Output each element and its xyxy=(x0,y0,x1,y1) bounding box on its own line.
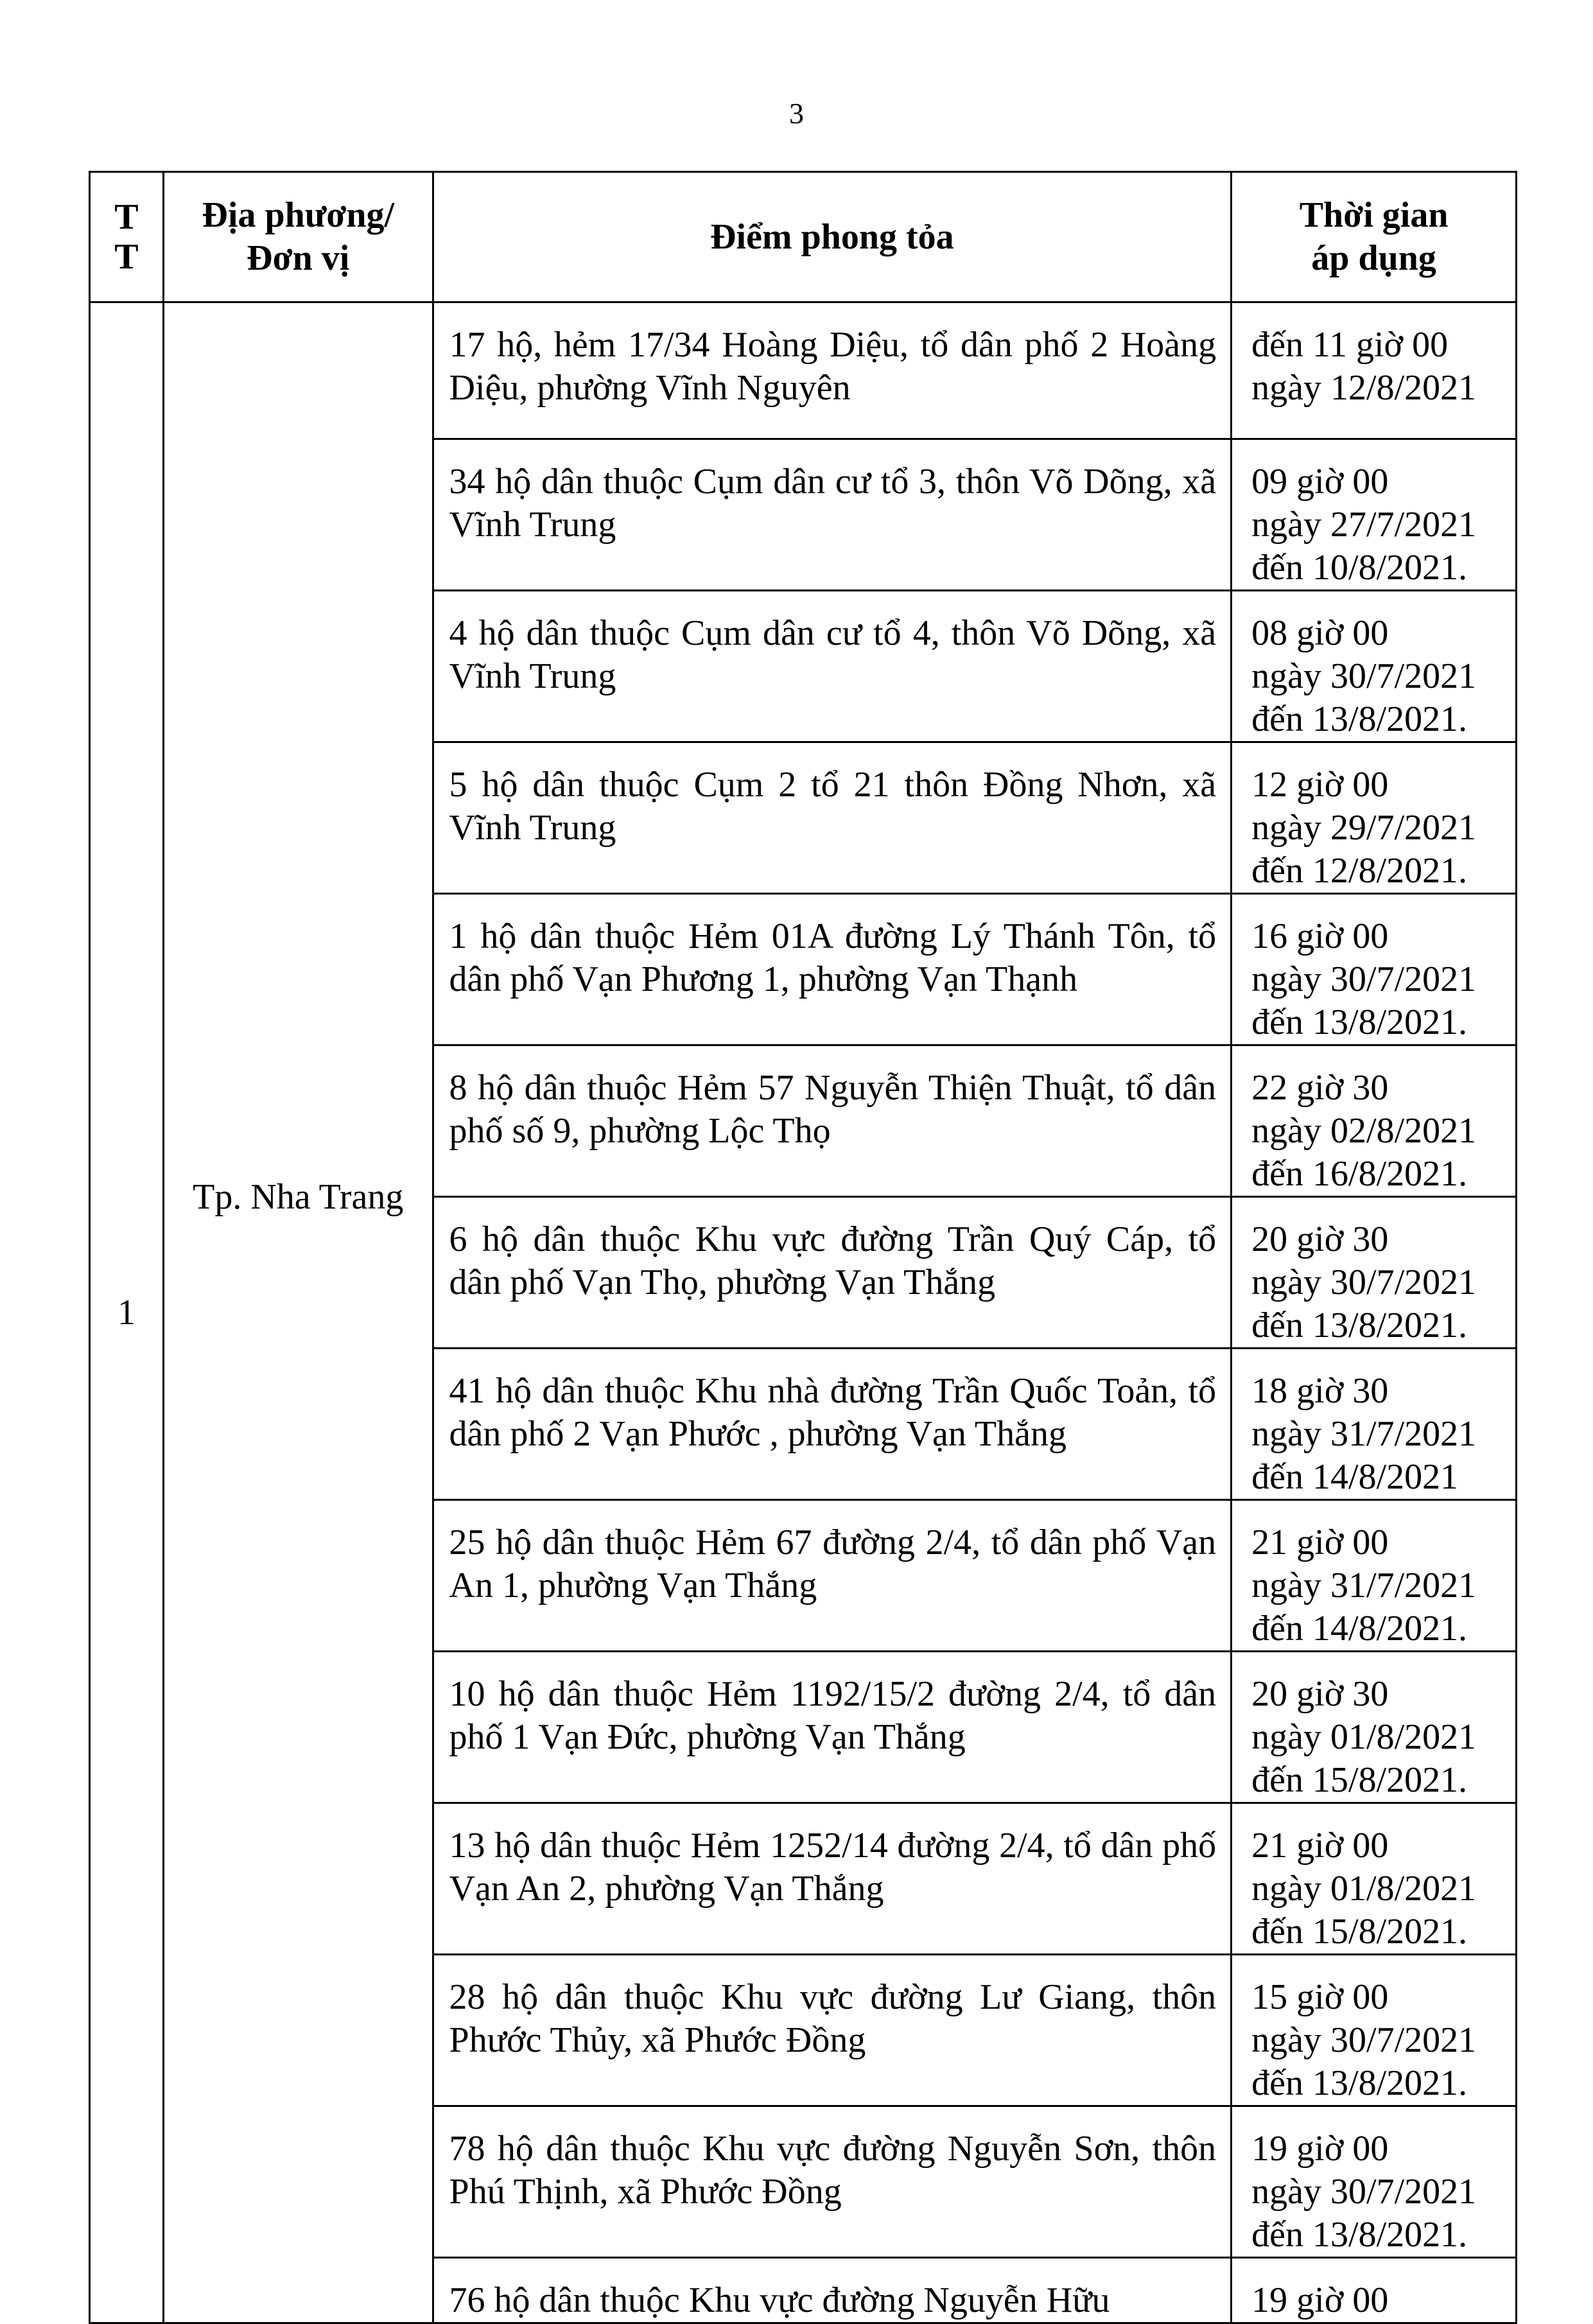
time-line: ngày 30/7/2021 xyxy=(1251,1262,1477,1302)
table-row xyxy=(90,302,1517,439)
time-line: 21 giờ 00 xyxy=(1251,1523,1389,1562)
time-line: 12 giờ 00 xyxy=(1251,765,1389,805)
time-line: ngày 30/7/2021 xyxy=(1251,656,1477,696)
time-cell xyxy=(1232,302,1517,439)
location-cell: 28 hộ dân thuộc Khu vực đường Lư Giang, thôn Phước Thủy, xã Phước Đồng xyxy=(433,1955,1232,2106)
location-cell: 13 hộ dân thuộc Hẻm 1252/14 đường 2/4, tổ dân phố Vạn An 2, phường Vạn Thắng xyxy=(433,1803,1232,1955)
time-line: 20 giờ 30 xyxy=(1251,1219,1389,1259)
time-line: 09 giờ 00 xyxy=(1251,462,1389,502)
time-line: 20 giờ 30 xyxy=(1251,1674,1389,1714)
time-cell xyxy=(1232,2258,1517,2323)
time-line: ngày 31/7/2021 xyxy=(1251,1414,1477,1454)
location-cell: 8 hộ dân thuộc Hẻm 57 Nguyễn Thiện Thuật, tổ dân phố số 9, phường Lộc Thọ xyxy=(433,1045,1232,1197)
time-line: đến 15/8/2021. xyxy=(1251,1912,1468,1952)
time-line: đến 10/8/2021. xyxy=(1251,548,1468,588)
time-line: 19 giờ 00 xyxy=(1251,2280,1389,2320)
time-line: ngày 01/8/2021 xyxy=(1251,1717,1477,1757)
location-cell: 5 hộ dân thuộc Cụm 2 tổ 21 thôn Đồng Nhơn, xã Vĩnh Trung xyxy=(433,742,1232,894)
location-cell: 78 hộ dân thuộc Khu vực đường Nguyễn Sơn, thôn Phú Thịnh, xã Phước Đồng xyxy=(433,2106,1232,2258)
location-cell: 34 hộ dân thuộc Cụm dân cư tổ 3, thôn Võ Dõng, xã Vĩnh Trung xyxy=(433,439,1232,591)
time-line: ngày 12/8/2021 xyxy=(1251,368,1477,408)
time-line: 21 giờ 00 xyxy=(1251,1826,1389,1865)
time-line: đến 14/8/2021. xyxy=(1251,1609,1468,1648)
time-line: ngày 31/7/2021 xyxy=(1251,1566,1477,1605)
location-cell: 1 hộ dân thuộc Hẻm 01A đường Lý Thánh Tôn, tổ dân phố Vạn Phương 1, phường Vạn Thạnh xyxy=(433,894,1232,1045)
time-line: đến 15/8/2021. xyxy=(1251,1760,1468,1800)
time-cell xyxy=(1232,1803,1517,1955)
time-line: ngày 30/7/2021 xyxy=(1251,2172,1477,2212)
time-line: ngày 30/7/2021 xyxy=(1251,2020,1477,2060)
header-row xyxy=(90,172,1517,302)
header-time: Thời gian áp dụng xyxy=(1232,172,1517,302)
time-cell xyxy=(1232,1045,1517,1197)
time-cell xyxy=(1232,591,1517,742)
time-line: 22 giờ 30 xyxy=(1251,1068,1389,1108)
time-line: đến 14/8/2021 xyxy=(1251,1457,1459,1497)
lockdown-table xyxy=(89,171,1517,2324)
header-location: Điểm phong tỏa xyxy=(433,172,1232,302)
time-line: đến 13/8/2021. xyxy=(1251,1306,1468,1345)
time-cell xyxy=(1232,1349,1517,1500)
location-cell: 4 hộ dân thuộc Cụm dân cư tổ 4, thôn Võ Dõng, xã Vĩnh Trung xyxy=(433,591,1232,742)
unit-name: Tp. Nha Trang xyxy=(163,302,433,2323)
location-cell: 25 hộ dân thuộc Hẻm 67 đường 2/4, tổ dân phố Vạn An 1, phường Vạn Thắng xyxy=(433,1500,1232,1652)
time-line: đến 13/8/2021. xyxy=(1251,1002,1468,1042)
header-unit: Địa phương/ Đơn vị xyxy=(163,172,433,302)
time-cell xyxy=(1232,742,1517,894)
time-line: 08 giờ 00 xyxy=(1251,613,1389,653)
time-line: ngày 02/8/2021 xyxy=(1251,1111,1477,1151)
location-cell: 17 hộ, hẻm 17/34 Hoàng Diệu, tổ dân phố 2 Hoàng Diệu, phường Vĩnh Nguyên xyxy=(433,302,1232,439)
time-line: 19 giờ 00 xyxy=(1251,2129,1389,2169)
time-line: đến 16/8/2021. xyxy=(1251,1154,1468,1194)
time-line: đến 12/8/2021. xyxy=(1251,851,1468,891)
page-number: 3 xyxy=(789,97,804,130)
location-cell: 41 hộ dân thuộc Khu nhà đường Trần Quốc Toản, tổ dân phố 2 Vạn Phước , phường Vạn Thắng xyxy=(433,1349,1232,1500)
time-line: đến 13/8/2021. xyxy=(1251,699,1468,739)
location-cell: 76 hộ dân thuộc Khu vực đường Nguyễn Hữu xyxy=(433,2258,1232,2323)
time-line: ngày 29/7/2021 xyxy=(1251,808,1477,848)
row-number: 1 xyxy=(90,302,164,2323)
time-line: 16 giờ 00 xyxy=(1251,916,1389,956)
time-cell xyxy=(1232,894,1517,1045)
time-cell xyxy=(1232,439,1517,591)
time-cell xyxy=(1232,2106,1517,2258)
time-line: 15 giờ 00 xyxy=(1251,1977,1389,2017)
time-line: ngày 30/7/2021 xyxy=(1251,959,1477,999)
time-cell xyxy=(1232,1652,1517,1803)
location-cell: 10 hộ dân thuộc Hẻm 1192/15/2 đường 2/4, tổ dân phố 1 Vạn Đức, phường Vạn Thắng xyxy=(433,1652,1232,1803)
time-cell xyxy=(1232,1500,1517,1652)
time-line: ngày 01/8/2021 xyxy=(1251,1869,1477,1909)
time-line: 18 giờ 30 xyxy=(1251,1371,1389,1411)
time-line: đến 13/8/2021. xyxy=(1251,2215,1468,2255)
location-cell: 6 hộ dân thuộc Khu vực đường Trần Quý Cáp, tổ dân phố Vạn Thọ, phường Vạn Thắng xyxy=(433,1197,1232,1349)
time-cell xyxy=(1232,1197,1517,1349)
time-line: đến 11 giờ 00 xyxy=(1251,325,1449,365)
time-line: ngày 27/7/2021 xyxy=(1251,505,1477,545)
header-tt: T T xyxy=(90,172,164,302)
time-cell xyxy=(1232,1955,1517,2106)
time-line: đến 13/8/2021. xyxy=(1251,2063,1468,2103)
